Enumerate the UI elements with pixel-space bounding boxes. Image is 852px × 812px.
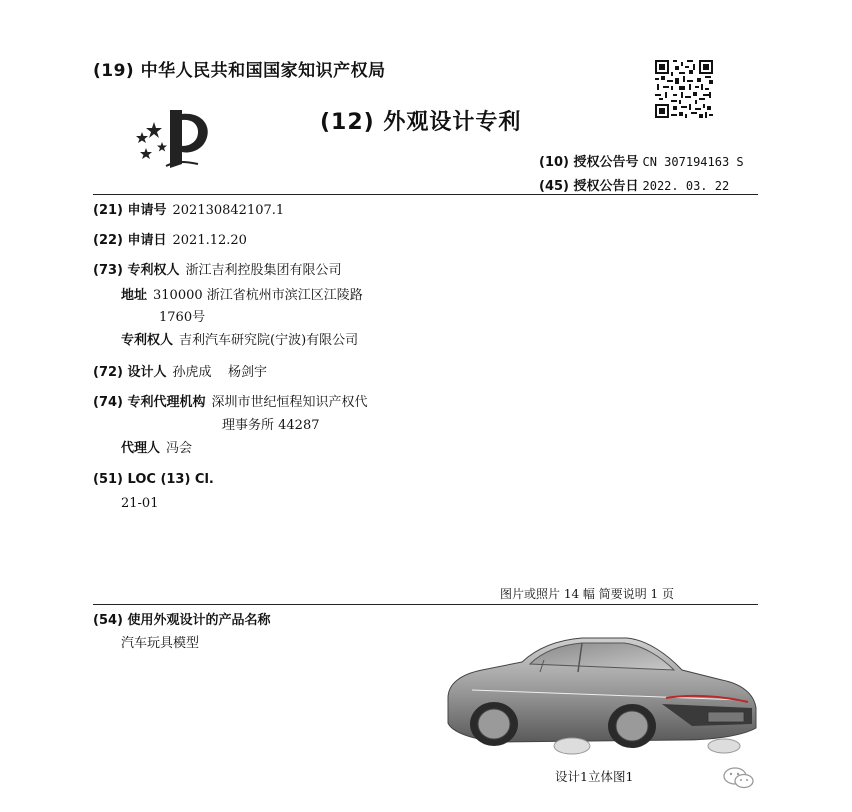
publication-number: CN 307194163 S [642, 155, 744, 169]
header-divider [93, 194, 758, 195]
application-number: 202130842107.1 [172, 203, 285, 218]
agent-label: 代理人 [121, 441, 161, 456]
designers-label: (72) 设计人 [93, 365, 167, 380]
designers-row [93, 362, 267, 384]
patentee-name: 浙江吉利控股集团有限公司 [185, 263, 342, 278]
agency-row [93, 392, 368, 414]
publication-number-label: (10) 授权公告号 [539, 155, 639, 170]
car-perspective-drawing [442, 628, 760, 760]
address-row [121, 285, 363, 307]
agency-line1: 深圳市世纪恒程知识产权代 [211, 395, 368, 410]
publication-number-row [539, 151, 744, 170]
patentee2-label: 专利权人 [121, 333, 174, 348]
agent-name: 冯会 [166, 441, 193, 456]
application-number-label: (21) 申请号 [93, 203, 167, 218]
cnipa-logo-icon [132, 104, 214, 170]
application-date: 2021.12.20 [172, 233, 247, 248]
patentee-label: (73) 专利权人 [93, 263, 180, 278]
application-number-row [93, 200, 284, 222]
patentee2-name: 吉利汽车研究院(宁波)有限公司 [179, 333, 359, 348]
publication-date: 2022. 03. 22 [642, 179, 730, 193]
loc-row [93, 469, 214, 491]
address-line1: 310000 浙江省杭州市滨江区江陵路 [153, 288, 363, 303]
document-type: (12) 外观设计专利 [320, 110, 522, 135]
application-date-row [93, 230, 247, 252]
body-divider [93, 604, 758, 605]
address-label: 地址 [121, 288, 148, 303]
publication-date-label: (45) 授权公告日 [539, 179, 639, 194]
address-line2: 1760号 [159, 310, 206, 325]
loc-label: (51) LOC (13) Cl. [93, 472, 214, 487]
patentee-row [93, 260, 342, 282]
patentee2-row [121, 330, 358, 352]
loc-class: 21-01 [121, 496, 159, 511]
product-name-label [93, 610, 271, 632]
issuing-office: (19) 中华人民共和国国家知识产权局 [93, 61, 386, 81]
figure-caption: 设计1立体图1 [555, 769, 634, 784]
designers-names: 孙虎成 杨剑宇 [172, 365, 268, 380]
wechat-watermark-icon [722, 766, 756, 790]
agency-label: (74) 专利代理机构 [93, 395, 206, 410]
product-label-text: (54) 使用外观设计的产品名称 [93, 613, 271, 628]
application-date-label: (22) 申请日 [93, 233, 167, 248]
image-count: 图片或照片 14 幅 简要说明 1 页 [500, 587, 674, 601]
publication-date-row [539, 175, 729, 194]
agent-row [121, 438, 192, 460]
qr-code-icon [655, 60, 713, 118]
product-name: 汽车玩具模型 [121, 636, 200, 651]
agency-line2: 理事务所 44287 [222, 418, 320, 433]
